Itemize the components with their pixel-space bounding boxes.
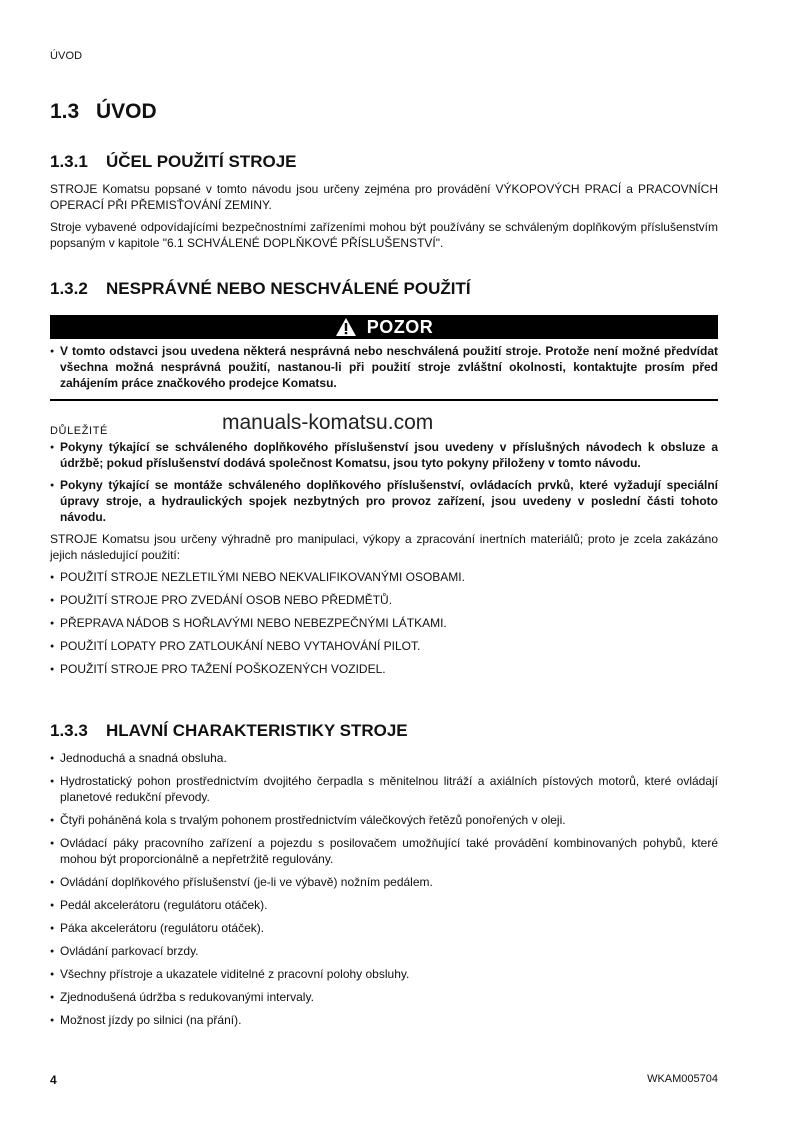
important-item: ● Pokyny týkající se schváleného doplňkového příslušenství jsou uvedeny v příslušných návodech k obsluze a údržbě; pokud příslušenství dodává společnost Komatsu, jsou tyto pokyny přiloženy v tomto návodu. bbox=[50, 439, 718, 471]
section-title-text: ÚVOD bbox=[96, 100, 157, 123]
warning-label: POZOR bbox=[366, 316, 434, 337]
prohibited-item: ● POUŽITÍ STROJE PRO TAŽENÍ POŠKOZENÝCH VOZIDEL. bbox=[50, 661, 718, 677]
section-1-3-2 bbox=[50, 279, 718, 401]
subsection-title-text: ÚČEL POUŽITÍ STROJE bbox=[106, 152, 297, 171]
feature-item: ● Jednoduchá a snadná obsluha. bbox=[50, 750, 718, 766]
feature-item: ● Hydrostatický pohon prostřednictvím dvojitého čerpadla s měnitelnou litráží a axiálních pístových motorů, které ovládají planetové redukční převody. bbox=[50, 773, 718, 805]
feature-item: ● Ovládání doplňkového příslušenství (je-li ve výbavě) nožním pedálem. bbox=[50, 874, 718, 890]
paragraph: STROJE Komatsu popsané v tomto návodu jsou určeny zejména pro provádění VÝKOPOVÝCH PRACÍ a PRACOVNÍCH OPERACÍ PŘI PŘEMISŤOVÁNÍ ZEMINY. bbox=[50, 182, 718, 212]
feature-item: ● Možnost jízdy po silnici (na přání). bbox=[50, 1012, 718, 1028]
feature-item: ● Ovládací páky pracovního zařízení a pojezdu s posilovačem umožňující také provádění kombinovaných pohybů, které mohou být proporcionálně a nepřetržitě regulovány. bbox=[50, 835, 718, 867]
section-1-3-1 bbox=[50, 152, 718, 251]
divider bbox=[50, 399, 718, 401]
section-1-3-3 bbox=[50, 721, 718, 1028]
feature-item: ● Ovládání parkovací brzdy. bbox=[50, 943, 718, 959]
feature-item: ● Páka akcelerátoru (regulátoru otáček). bbox=[50, 920, 718, 936]
running-header: ÚVOD bbox=[50, 50, 83, 62]
subsection-title bbox=[50, 721, 718, 741]
subsection-title-text: HLAVNÍ CHARAKTERISTIKY STROJE bbox=[106, 721, 408, 740]
paragraph: Stroje vybavené odpovídajícími bezpečnostními zařízeními mohou být používány se schváleným doplňkovým příslušenstvím popsaným v kapitole "6.1 SCHVÁLENÉ DOPLŇKOVÉ PŘÍSLUŠENSTVÍ". bbox=[50, 220, 718, 250]
watermark: manuals-komatsu.com bbox=[222, 411, 434, 434]
subsection-number: 1.3.1 bbox=[50, 152, 88, 171]
paragraph: STROJE Komatsu jsou určeny výhradně pro manipulaci, výkopy a zpracování inertních materiálů; proto je zcela zakázáno jejich následující použití: bbox=[50, 532, 718, 562]
important-label: DŮLEŽITÉ bbox=[50, 425, 108, 437]
subsection-number: 1.3.2 bbox=[50, 279, 88, 298]
feature-item: ● Čtyři poháněná kola s trvalým pohonem prostřednictvím válečkových řetězů ponořených v oleji. bbox=[50, 812, 718, 828]
prohibited-item: ● PŘEPRAVA NÁDOB S HOŘLAVÝMI NEBO NEBEZPEČNÝMI LÁTKAMI. bbox=[50, 615, 718, 631]
subsection-title-text: NESPRÁVNÉ NEBO NESCHVÁLENÉ POUŽITÍ bbox=[106, 279, 471, 298]
feature-item: ● Pedál akcelerátoru (regulátoru otáček). bbox=[50, 897, 718, 913]
page-number: 4 bbox=[50, 1073, 57, 1087]
prohibited-item: ● POUŽITÍ STROJE NEZLETILÝMI NEBO NEKVALIFIKOVANÝMI OSOBAMI. bbox=[50, 569, 718, 585]
subsection-title bbox=[50, 152, 718, 172]
feature-item: ● Všechny přístroje a ukazatele viditelné z pracovní polohy obsluhy. bbox=[50, 966, 718, 982]
warning-banner bbox=[50, 315, 718, 339]
section-number: 1.3 bbox=[50, 100, 80, 123]
section-title bbox=[50, 100, 157, 124]
warning-item: ● V tomto odstavci jsou uvedena některá nesprávná nebo neschválená použití stroje. Protože není možné předvídat všechna možná nesprávná použití, nastanou-li při použití stroje zvláštní okolnosti, kontaktujte prosím před zahájením práce značkového prodejce Komatsu. bbox=[50, 343, 718, 391]
subsection-number: 1.3.3 bbox=[50, 721, 88, 740]
warning-triangle-icon bbox=[335, 317, 357, 337]
important-item: ● Pokyny týkající se montáže schváleného doplňkového příslušenství, ovládacích prvků, které vyžadují speciální úpravy stroje, a hydraulických spojek nezbytných pro provoz zařízení, jsou uvedeny v poslední části tohoto návodu. bbox=[50, 477, 718, 525]
document-code: WKAM005704 bbox=[647, 1073, 718, 1085]
feature-item: ● Zjednodušená údržba s redukovanými intervaly. bbox=[50, 989, 718, 1005]
prohibited-item: ● POUŽITÍ LOPATY PRO ZATLOUKÁNÍ NEBO VYTAHOVÁNÍ PILOT. bbox=[50, 638, 718, 654]
prohibited-item: ● POUŽITÍ STROJE PRO ZVEDÁNÍ OSOB NEBO PŘEDMĚTŮ. bbox=[50, 592, 718, 608]
subsection-title bbox=[50, 279, 718, 299]
important-notice bbox=[50, 425, 718, 677]
